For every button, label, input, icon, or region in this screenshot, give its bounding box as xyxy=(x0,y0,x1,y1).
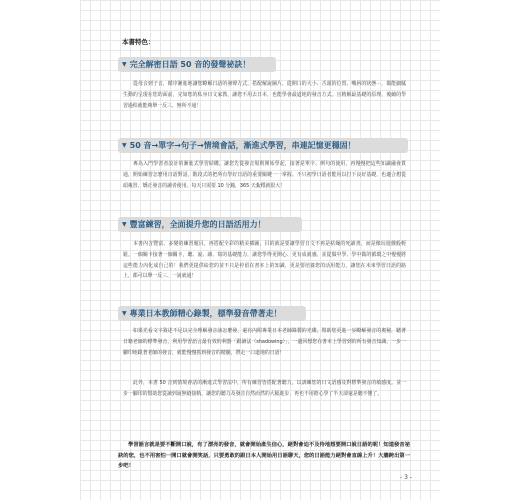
section-heading-3 xyxy=(118,217,302,232)
page-number: - 3 - xyxy=(400,474,412,481)
section-3-paragraph: 本書內含豐富、多變的練習題目，再搭配全彩的精美插圖，目的就是要讓學習日文不再是枯燥的死讀書，而是像玩遊戲般輕鬆。一個關卡接著一個關卡，聽、說、讀、寫的基礎能力，讓您學得更開心、更有成就感，並從做中學、學中做的循環之中慢慢將這些能力內化成自己的！我們更提供給您的並不只是停留在書本上的知識，更是要培養您的活用能力，讓您在未來學習日語的路上，都可以舉一反三、一說就通！ xyxy=(123,241,406,280)
section-heading-1 xyxy=(118,57,276,72)
section-heading-4-text: 專業日本教師精心錄製，標準發音帶著走！ xyxy=(129,309,282,318)
section-heading-2 xyxy=(118,138,408,153)
section-4-paragraph-2: 此外，本書 50 音到情境會話的漸進式學習法中，所有練習皆搭配著聽力，以訓練您的日文語感及對標準發音的敏感度。並一步一腳印的幫助您從讀到說無縫接軌，讓您的聽力及發音自然而然的大幅進步，再也不用擔心學了半天卻還是聽不懂了。 xyxy=(123,380,406,397)
section-heading-2-text: 50 音→單字→句子→情境會話，漸進式學習，串連記憶更穩固！ xyxy=(129,141,356,150)
closing-summary: 學習語言就是要不斷開口說，有了漂亮的發音，就會開始產生信心，絕對會迫不及待地想要開口說日語的呢！知道發音祕訣的您，也不用害怕一開口就會開笑話，只要勇敢的跟日本人開始用日語聊天，您的日語能力絕對會直線上升！大膽跨出第一步吧！ xyxy=(118,442,410,469)
triangle-down-icon: ▼ xyxy=(122,221,127,228)
section-heading-4 xyxy=(118,306,306,321)
section-4-paragraph-1: 如果光看文字敘述不足以完全理解發音該怎麼發，還有內附專業日本老師錄製的光碟，幫助您更進一步瞭解發音的奧秘，聽著日籍老師的標準發音，利用學習語言最有效的利器「跟讀法（shadowing）」，一邊回想您在書本上學習到的所有發音知識，一步一腳印地跟著老師的發音，就能慢慢抓到發音的精髓，帶走一口道地的日語！ xyxy=(123,328,406,356)
section-heading-1-text: 完全解密日語 50 音的發聲祕訣！ xyxy=(129,60,251,69)
triangle-down-icon: ▼ xyxy=(122,61,127,68)
section-2-paragraph: 專為入門學習者設計的漸進式學習結構，讓您先從發音規則開始學起，接著是單字、例句的使用，再慢慢把這些知識融會貫通，開始練習怎麼用日語對話，階段式的把所有學好日語的重要關鍵一一掌握。不只初學日語者能用以打下良好基礎，也適合想從頭複習、矯正發音的讀者使用。每天只需要 10 分鐘，365 天紮穩就很大！ xyxy=(123,161,406,189)
section-heading-3-text: 豐富練習，全面提升您的日語活用力！ xyxy=(129,220,266,229)
section-1-paragraph: 從母音到子音，循序漸進地讓您瞭解日語的發聲方式。搭配解說圖片，從開口的大小、舌頭的位置、嘴唇的狀態⋯，都能細膩生動的呈現在您的面前，完如您的私身日文家教，讓您不用去日本，也能學會最道地的發音方式。且精解最基礎的原理，後續的學習過程就能夠舉一反三，無所不通！ xyxy=(123,81,406,109)
triangle-down-icon: ▼ xyxy=(122,310,127,317)
triangle-down-icon: ▼ xyxy=(122,142,127,149)
intro-label: 本書特色： xyxy=(122,38,155,46)
